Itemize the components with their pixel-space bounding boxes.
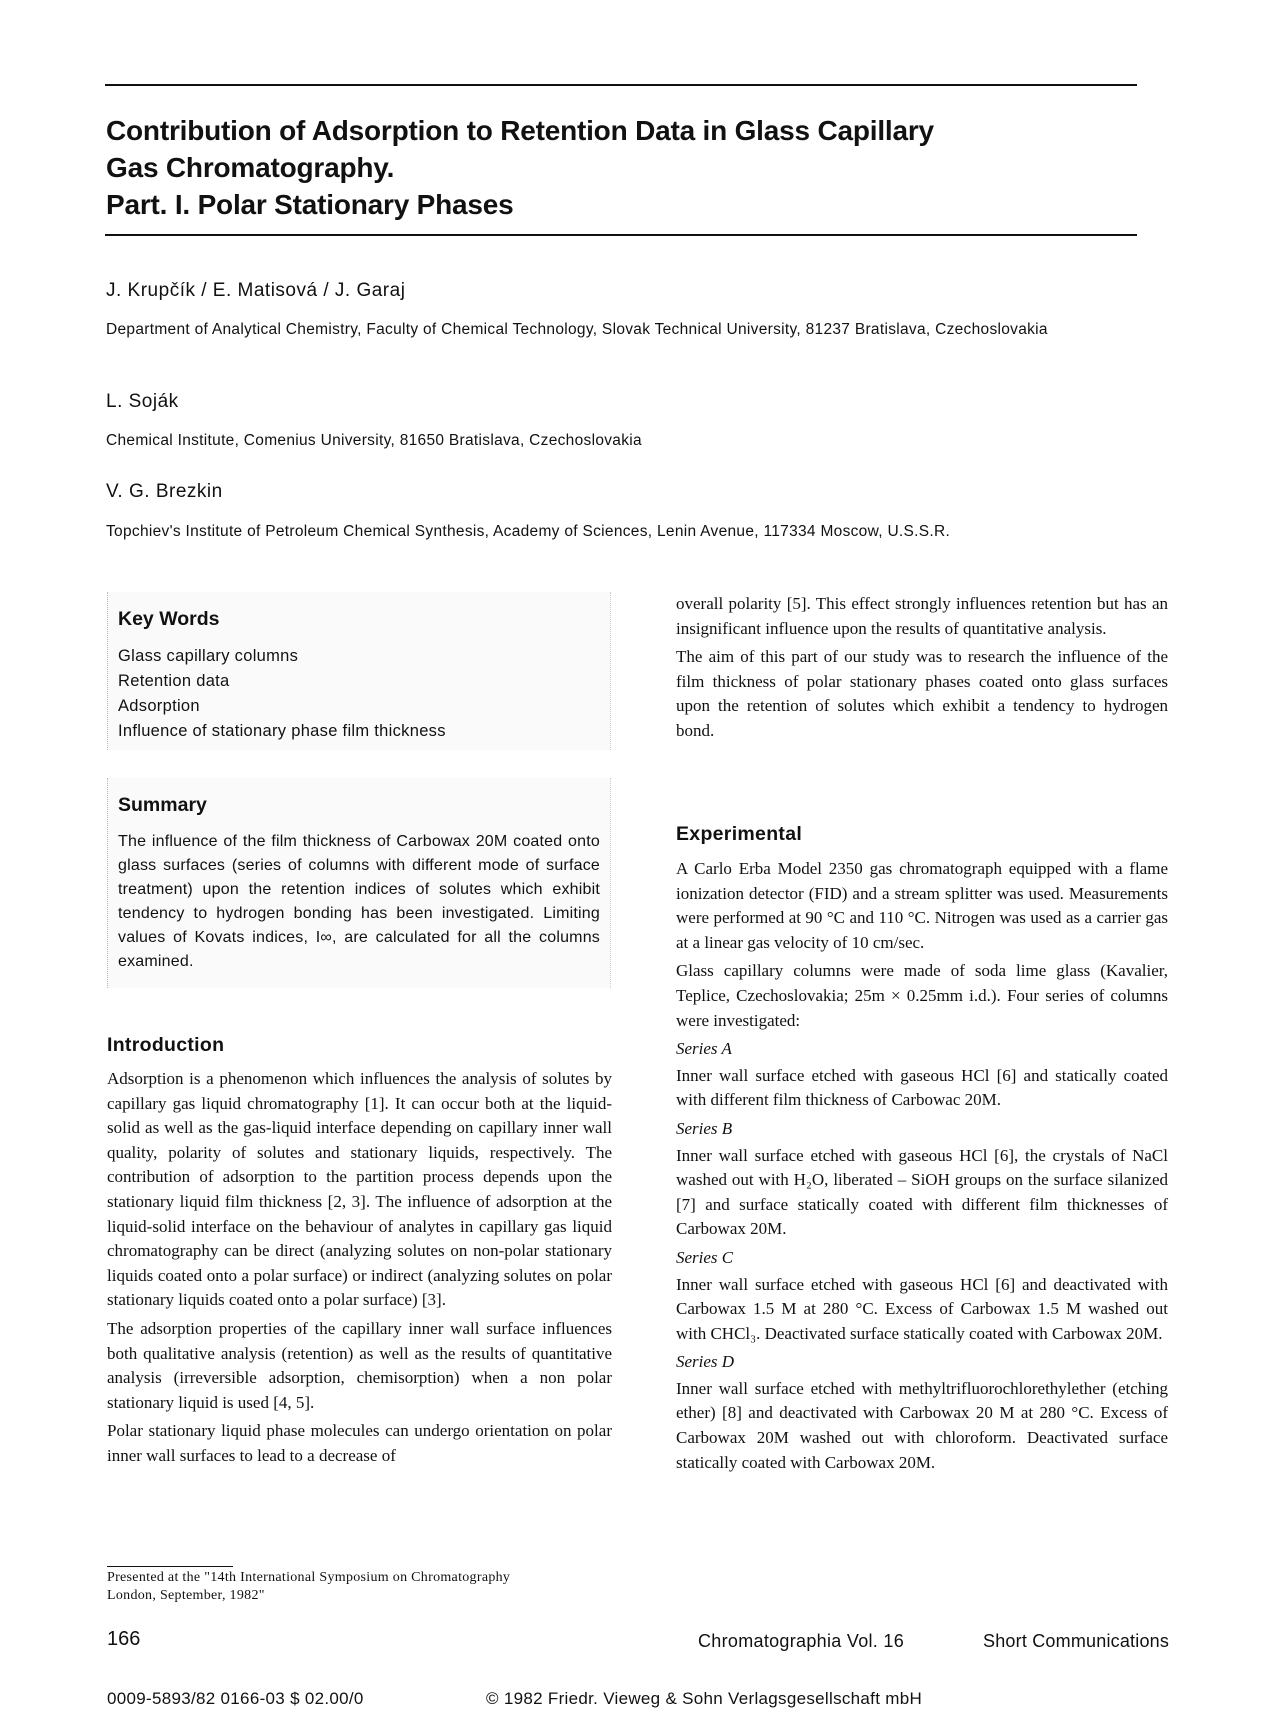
title-bottom-rule: [105, 234, 1137, 236]
summary-box: [107, 778, 611, 988]
summary-heading: Summary: [118, 794, 207, 816]
keywords-list: [118, 644, 446, 744]
right-column-body: [676, 592, 1168, 748]
series-label: Series B: [676, 1118, 733, 1138]
introduction-heading: Introduction: [107, 1034, 225, 1056]
issn-line: 0009-5893/82 0166-03 $ 02.00/0: [107, 1689, 364, 1708]
section-label: Short Communications: [983, 1631, 1170, 1651]
author-affiliation: Department of Analytical Chemistry, Faculty of Chemical Technology, Slovak Technical University, 81237 Bratislava, Czechoslovakia: [106, 321, 1048, 338]
keyword-item: Adsorption: [118, 697, 200, 715]
introduction-body: [107, 1067, 612, 1473]
journal-name: Chromatographia Vol. 16: [698, 1631, 905, 1651]
paragraph: Adsorption is a phenomenon which influences the analysis of solutes by capillary gas liquid chromatography [1]. It can occur both at the liquid-solid as well as the gas-liquid interface depending on capillary inner wall quality, polarity of solutes and stationary liquids, respectively. The contribution of adsorption to the partition process depends upon the stationary liquid film thickness [2, 3]. The influence of adsorption at the liquid-solid interface on the behaviour of analytes in capillary gas liquid chromatography can be direct (analyzing solutes on non-polar stationary liquids coated onto a polar surface) or indirect (analyzing solutes on polar stationary liquids coated onto a polar surface) [3].: [107, 1069, 612, 1310]
author-affiliation: Chemical Institute, Comenius University, 81650 Bratislava, Czechoslovakia: [106, 432, 642, 449]
paragraph: A Carlo Erba Model 2350 gas chromatograph equipped with a flame ionization detector (FID) and a stream splitter was used. Measurements were performed at 90 °C and 110 °C. Nitrogen was used as a carrier gas at a linear gas velocity of 10 cm/sec.: [676, 859, 1168, 952]
article-title: [106, 112, 1126, 223]
author-names: L. Soják: [106, 391, 179, 412]
series-label: Series C: [676, 1247, 734, 1267]
series-label: Series A: [676, 1039, 732, 1059]
series-label: Series D: [676, 1352, 735, 1372]
top-rule: [105, 84, 1137, 86]
footnote: [107, 1569, 627, 1605]
author-names: J. Krupčík / E. Matisová / J. Garaj: [106, 280, 406, 301]
series-text: Inner wall surface etched with gaseous HCl [6] and deactivated with Carbowax 1.5 M at 280 °C. Excess of Carbowax 1.5 M washed out with CHCl₃. Deactivated surface statically coated with Carbowax 20M.: [676, 1274, 1168, 1343]
page-number: 166: [107, 1628, 141, 1650]
author-affiliation: Topchiev's Institute of Petroleum Chemical Synthesis, Academy of Sciences, Lenin Avenue, 117334 Moscow, U.S.S.R.: [106, 523, 951, 540]
series-text: Inner wall surface etched with methyltrifluorochlorethylether (etching ether) [8] and deactivated with Carbowax 20 M at 280 °C. Excess of Carbowax 20M washed out with chloroform. Deactivated surface statically coated with Carbowax 20M.: [676, 1378, 1168, 1472]
title-line: Part. I. Polar Stationary Phases: [106, 189, 514, 220]
keywords-box: [107, 592, 611, 750]
author-names: V. G. Brezkin: [106, 481, 223, 502]
experimental-body: [676, 857, 1168, 1479]
paragraph: Glass capillary columns were made of soda lime glass (Kavalier, Teplice, Czechoslovakia; 25m × 0.25mm i.d.). Four series of columns were investigated:: [676, 961, 1168, 1030]
footnote-rule: [107, 1566, 233, 1567]
paragraph: The aim of this part of our study was to research the influence of the film thickness of polar stationary phases coated onto glass surfaces upon the retention of solutes which exhibit a tendency to hydrogen bond.: [676, 647, 1168, 740]
title-line: Contribution of Adsorption to Retention Data in Glass Capillary: [106, 115, 934, 146]
keyword-item: Retention data: [118, 672, 230, 690]
keyword-item: Glass capillary columns: [118, 647, 299, 665]
series-text: Inner wall surface etched with gaseous HCl [6], the crystals of NaCl washed out with H₂O, liberated – SiOH groups on the surface silanized [7] and surface statically coated with different film thicknesses of Carbowax 20M.: [676, 1145, 1168, 1239]
paragraph: The adsorption properties of the capillary inner wall surface influences both qualitative analysis (retention) as well as the results of quantitative analysis (irreversible adsorption, chemisorption) when a non polar stationary liquid is used [4, 5].: [107, 1318, 612, 1412]
footnote-line: London, September, 1982": [107, 1588, 265, 1603]
series-text: Inner wall surface etched with gaseous HCl [6] and statically coated with different film thickness of Carbowac 20M.: [676, 1065, 1168, 1110]
paragraph: Polar stationary liquid phase molecules can undergo orientation on polar inner wall surfaces to lead to a decrease of: [107, 1421, 612, 1465]
summary-text: The influence of the film thickness of Carbowax 20M coated onto glass surfaces (series of columns with different mode of surface treatment) upon the retention indices of solutes which exhibit tendency to hydrogen bonding has been investigated. Limiting values of Kovats indices, I∞, are calculated for all the columns examined.: [118, 833, 600, 970]
paragraph: overall polarity [5]. This effect strongly influences retention but has an insignificant influence upon the results of quantitative analysis.: [676, 594, 1168, 638]
footnote-line: Presented at the "14th International Symposium on Chromatography: [107, 1570, 511, 1585]
keywords-heading: Key Words: [118, 608, 220, 630]
copyright-line: © 1982 Friedr. Vieweg & Sohn Verlagsgesellschaft mbH: [486, 1689, 923, 1708]
experimental-heading: Experimental: [676, 823, 803, 845]
title-line: Gas Chromatography.: [106, 152, 395, 183]
keyword-item: Influence of stationary phase film thickness: [118, 722, 446, 740]
